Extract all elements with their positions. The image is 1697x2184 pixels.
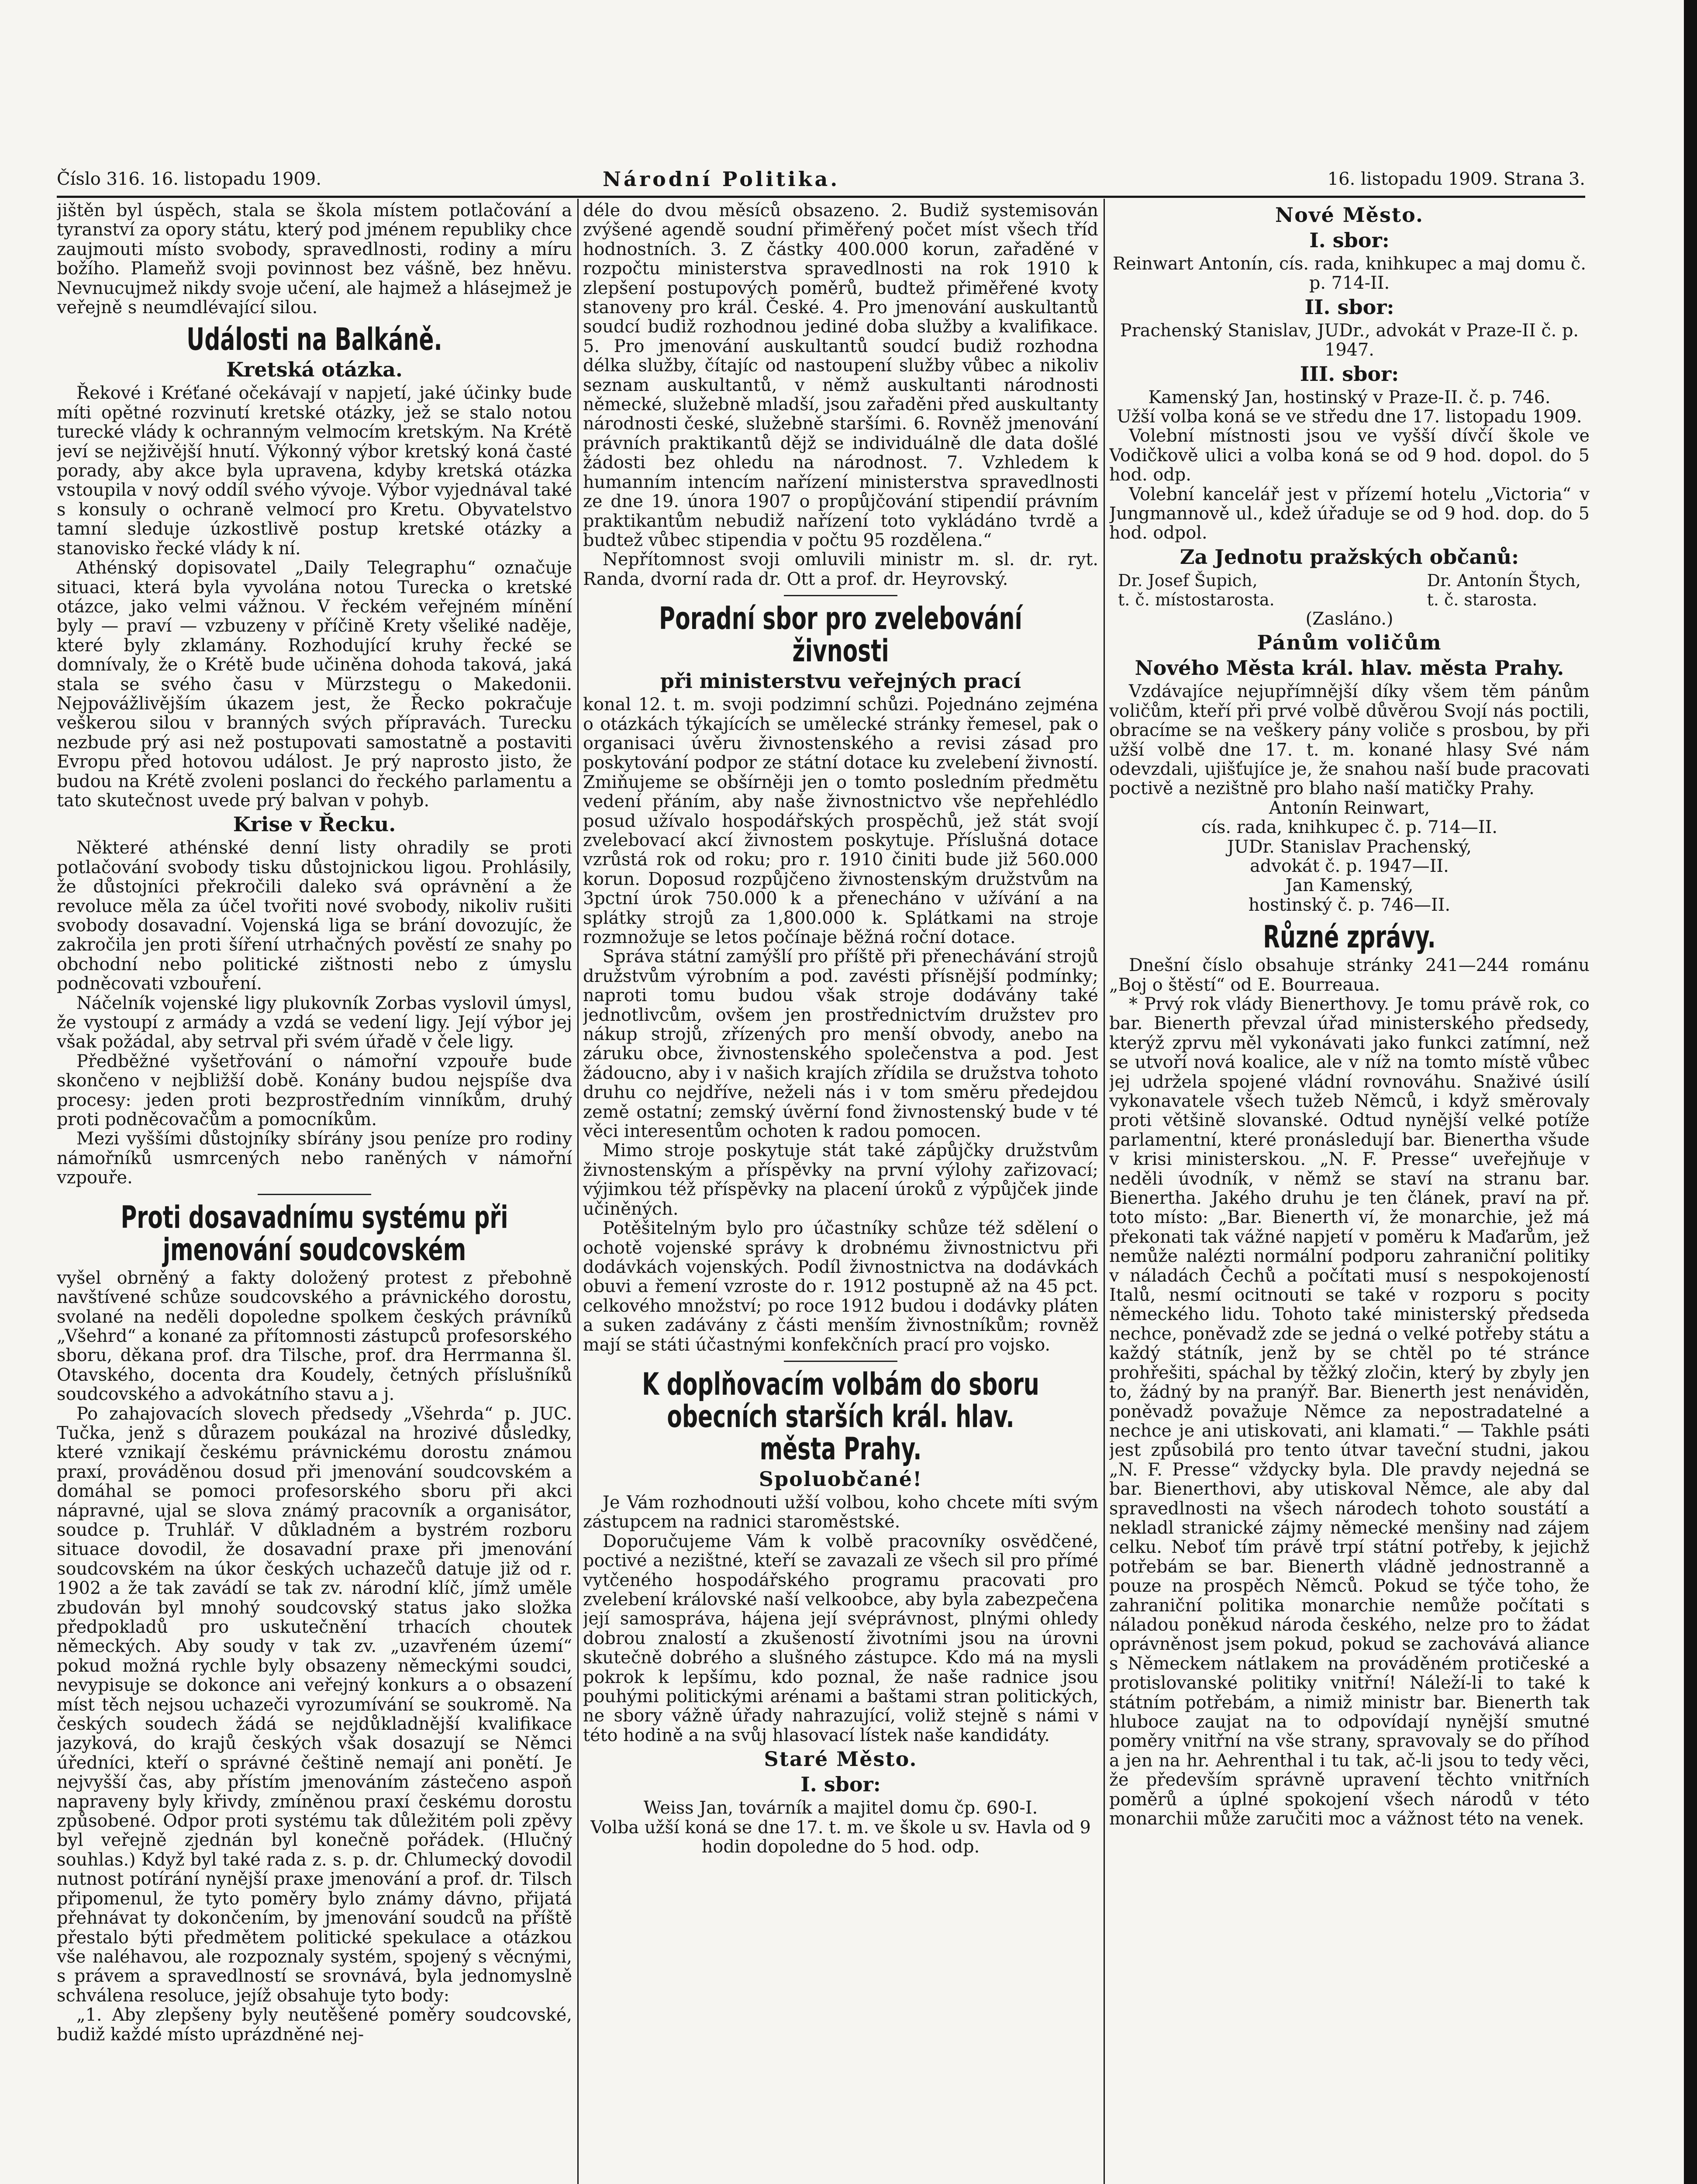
signatory-role: t. č. starosta. xyxy=(1427,590,1538,609)
article-heading: Proti dosavadnímu systému při jmenování soudcovském xyxy=(121,1199,508,1268)
vote-info: Volba užší koná se dne 17. t. m. ve škole u sv. Havla od 9 hodin dopoledne do 5 hod. odp. xyxy=(590,1817,1091,1857)
divider xyxy=(784,595,897,596)
signatory-name: Dr. Antonín Štych, xyxy=(1427,570,1581,590)
column-1 xyxy=(57,201,572,2184)
signatory-name: Dr. Josef Šupich, xyxy=(1118,570,1258,590)
notice-heading: Pánům voličům xyxy=(1257,631,1442,655)
article-heading: Poradní sbor pro zvelebování živnosti xyxy=(659,601,1022,669)
ward-heading: III. sbor: xyxy=(1300,362,1399,386)
paragraph: konal 12. t. m. svoji podzimní schůzi. Pojednáno zejména o otázkách týkajících se umělecké stránky řemesel, pak o organisaci úvěru živnostenského a revisi zásad pro poskytování podpor ze státní dotace ku zvelebení živností. Zmiňujeme se obšírněji jen o tomto posledním předmětu vedení přáním, aby naše živnostnictvo vše nepřehlédlo posud užívalo hospodářských prospěchů, jež stát svojí zvelebovací akcí živnostem poskytuje. Příslušná dotace vzrůstá rok od roku; pro r. 1910 činiti bude již 560.000 korun. Doposud rozpůjčeno živnostenským družstvům na 3pctní úrok 750.000 k a přenecháno v užívání a na splátky strojů za 1,800.000 k. Splátkami na stroje rozmnožuje se letos počínaje běžná roční dotace. xyxy=(583,695,1098,947)
ward-heading: I. sbor: xyxy=(1309,228,1390,252)
column-divider xyxy=(1104,199,1105,2184)
paragraph: „1. Aby zlepšeny byly neutěšené poměry soudcovské, budiž každé místo uprázdněné nej- xyxy=(57,2005,572,2045)
notice-line: Dnešní číslo obsahuje stránky 241—244 románu „Boj o štěstí“ od E. Bourreaua. xyxy=(1109,955,1590,995)
signatory-role: advokát č. p. 1947—II. xyxy=(1250,856,1449,876)
paragraph: déle do dvou měsíců obsazeno. 2. Budiž systemisován zvýšené agendě soudní přiměřený počet míst všech tříd hodnostních. 3. Z částky 400.000 korun, zařaděné v rozpočtu ministerstva spravedlnosti na rok 1910 k zlepšení postupových poměrů, budtež přiměřené kvoty stanoveny pro král. České. 4. Pro jmenování auskultantů soudcí budiž rozhodnou jediné doba služby a kvalifikace. 5. Pro jmenování auskultantů soudcí budiž rozhodna délka služby, čítajíc od nastoupení služby vůbec a nikoliv seznam auskultantů, v němž auskultanti národnosti německé, služebně mladší, jsou zařaděni před auskultanty národnosti české, služebně staršími. 6. Rovněž jmenování právních praktikantů dějž se individuálně dle data došlé žádosti bez ohledu na národnost. 7. Vzhledem k humanním intencím nařízení ministerstva spravedlnosti ze dne 19. února 1907 o propůjčování stipendií právním praktikantům nebudiž nařízení toto vykládáno tvrdě a budtež vůbec stipendia v počtu 95 rozdělena.“ xyxy=(583,201,1098,550)
masthead-rule xyxy=(57,196,1585,198)
paragraph: Mimo stroje poskytuje stát také zápůjčky družstvům živnostenským a příspěvky na první výlohy zařizovací; výjimkou též příspěvky na placení úroků z výpůjček jinde učiněných. xyxy=(583,1140,1098,1219)
article-heading: K doplňovacím volbám do sboru obecních starších král. hlav. města Prahy. xyxy=(642,1366,1039,1467)
paragraph: vyšel obrněný a fakty doložený protest z přebohně navštívené schůze soudcovského a právnického dorostu, svolané na neděli dopoledne spolkem českých právníků „Všehrd“ a konané za přítomnosti zástupců profesorského sboru, děkana prof. dra Tilsche, prof. dra Herrmanna šl. Otavského, docenta dra Koudely, četných příslušníků soudcovského a advokátního stavu a j. xyxy=(57,1268,572,1405)
paragraph: Vzdávajíce nejupřímnější díky všem těm pánům voličům, kteří při prvé volbě důvěrou Svojí nás poctili, obracíme se na veškery pány voliče s prosbou, by při užší volbě dne 17. t. m. konané hlasy Své nám odevzdali, ujišťujíce je, že snahou naší bude pracovati poctivě a nezištně pro blaho naší matičky Prahy. xyxy=(1109,681,1590,799)
candidate-line: Prachenský Stanislav, JUDr., advokát v Praze-II č. p. 1947. xyxy=(1120,320,1579,360)
signature-heading: Za Jednotu pražských občanů: xyxy=(1180,545,1519,569)
column-3 xyxy=(1109,201,1590,2184)
signatory-name: JUDr. Stanislav Prachenský, xyxy=(1227,836,1472,857)
subheading: Kretská otázka. xyxy=(226,358,403,382)
ward-heading: II. sbor: xyxy=(1304,295,1394,319)
vote-info: Užší volba koná se ve středu dne 17. listopadu 1909. xyxy=(1117,407,1582,427)
divider xyxy=(784,1361,897,1362)
paragraph: Předběžné vyšetřování o námořní vzpouře bude skončeno v nejbližší době. Konány budou nejspíše dva procesy: jeden proti bezprostředním vinníkům, druhý proti podněcovačům a pomocníkům. xyxy=(57,1051,572,1130)
page-date-number: 16. listopadu 1909. Strana 3. xyxy=(1327,169,1585,189)
paragraph: Je Vám rozhodnouti užší volbou, koho chcete míti svým zástupcem na radnici staroměstské. xyxy=(583,1492,1098,1532)
ward-heading: I. sbor: xyxy=(800,1773,881,1797)
notice-subheading: Nového Města král. hlav. města Prahy. xyxy=(1135,656,1564,680)
paragraph: Volební místnosti jsou ve vyšší dívčí škole ve Vodičkově ulici a volba koná se od 9 hod. dopol. do 5 hod. odp. xyxy=(1109,426,1590,485)
subheading: Spoluobčané! xyxy=(759,1467,923,1491)
signatories xyxy=(1109,571,1590,609)
subheading: při ministerstvu veřejných prací xyxy=(660,669,1021,693)
section-heading: Události na Balkáně. xyxy=(186,321,442,358)
signatory-name: Jan Kamenský, xyxy=(1285,875,1414,896)
paragraph: Mezi vyššími důstojníky sbírány jsou peníze pro rodiny námořníků usmrcených nebo raněných v námořní vzpouře. xyxy=(57,1129,572,1188)
paragraph: Volební kancelář jest v přízemí hotelu „Victoria“ v Jungmannově ul., kdež úřaduje se od 9 hod. dop. do 5 hod. odpol. xyxy=(1109,484,1590,543)
scan-edge xyxy=(1684,0,1697,2184)
signatory-name: Antonín Reinwart, xyxy=(1269,798,1430,818)
paragraph: * Prvý rok vlády Bienerthovy. Je tomu právě rok, co bar. Bienerth převzal úřad ministerského předsedy, kterýž zprvu měl vykonávati jako funkci zatímní, než se utvoří nová koalice, ale v níž na tomto místě vůbec jej udržela spojené vládní rovnováhu. Snaživé úsilí vykonavatele všech tužeb Němců, i když směrovaly proti většině slovanské. Odtud nynější velké potíže parlamentní, které pronásledují bar. Bienertha všude v krisi ministerskou. „N. F. Presse“ uveřejňuje v neděli úvodník, v němž se staví na stranu bar. Bienertha. Jakého druhu je ten článek, praví na př. toto místo: „Bar. Bienerth ví, že monarchie, jež má překonati tak vážné napjetí v poměru k Maďarům, jež nemůže nalézti normální podporu zahraniční politiky v náladách Čechů a počítati musí s nespokojeností Italů, nesmí ocitnouti se také v rozporu s pocity německého lidu. Tohoto také ministerský předseda nechce, poněvadž zde se jedná o velké potřeby státu a každý státník, jenž by se chtěl po té stránce prohřešiti, spáchal by těžký zločin, který by zbyly jen to, žádný by na pranýř. Bar. Bienerth jest nenáviděn, poněvadž považuje Němce za nepostradatelné a nechce je ani utiskovati, ani klamati.“ — Takhle psáti jest způsobilá pro tento útvar taveční studni, jakou „N. F. Presse“ vždycky byla. Dle pravdy nejedná se bar. Bienerthovi, aby utiskoval Němce, ale aby dal spravedlnosti na všech národech tohoto soustátí a nekladl stranické zájmy německé menšiny nad zájem celku. Neboť tím právě trpí státní potřeby, k jejichž potřebám se bar. Bienerth vládně jednostranně a pouze na prospěch Němců. Pokud se týče toho, že zahraniční politika monarchie nemůže počítati s náladou poněkud národa českého, nelze pro to žádat oprávněnost jsem pokud, pokud se zachovává aliance s Německem nátlakem na prováděném protičeské a protislovanské politiky vnitřní! Náleží-li to také k státním potřebám, a nimiž ministr bar. Bienerth tak hluboce zaujat na to odpovídají nynější smutné poměry vnitřní na vše strany, spravovaly se do příhod a jen na hr. Aehrenthal i tu tak, ač-li jsou to tedy věci, že především správně upravení těchto vnitřních poměrů a úplné spokojení všech národů v této monarchii může zaručiti moc a vážnost této na venek. xyxy=(1109,994,1590,1829)
paragraph: Athénský dopisovatel „Daily Telegraphu“ označuje situaci, která byla vyvolána notou Turecka o kretské otázce, jako velmi vážnou. V řeckém veřejném mínění byly — praví — vzbuzeny v příčině Krety všeliké naděje, které byly zklamány. Rozhodující kruhy řecké se domnívaly, že o Krétě bude učiněna dohoda taková, jaká stala se svého času v Mürzstegu o Makedonii. Nejpovážlivějším úkazem jest, že Řecko pokračuje veškerou silou v branných svých přípravách. Turecku nezbude prý asi než postupovati samostatně a postaviti Evropu před hotovou událost. Je prý naprosto jisto, že budou na Krétě zvoleni poslanci do řeckého parlamentu a tato skutečnost uvede prý balvan v pohyb. xyxy=(57,558,572,811)
paragraph: Potěšitelným bylo pro účastníky schůze též sdělení o ochotě vojenské správy k drobnému živnostnictvu při dodávkách vojenských. Podíl živnostnictva na dodávkách obuvi a řemení vzroste do r. 1912 postupně až na 45 pct. celkového množství; po roce 1912 budou i dodávky pláten a suken zadávány z části menším živnostníkům; rovněž mají se státi účastnými konfekčních prací pro vojsko. xyxy=(583,1218,1098,1355)
district-heading: Nové Město. xyxy=(1275,203,1424,227)
candidate-line: Reinwart Antonín, cís. rada, knihkupec a maj domu č. p. 714-II. xyxy=(1113,254,1586,294)
column-divider xyxy=(577,199,579,2184)
candidate-line: Kamenský Jan, hostinský v Praze-II. č. p. 746. xyxy=(1148,387,1551,408)
masthead xyxy=(57,164,1585,194)
issue-number-date: Číslo 316. 16. listopadu 1909. xyxy=(57,169,321,189)
paragraph: Některé athénské denní listy ohradily se proti potlačování svobody tisku důstojnickou ligou. Prohlásily, že důstojníci překročili daleko svá oprávnění a že revoluce měla za účel tvořiti nové svobody, nikoliv rušiti svobody dosavadní. Vojenská liga se brání dovozujíc, že zakročila jen proti šíření utrhačných pověstí ze snahy po obchodní nebo politické zištnosti nebo z úmyslu podněcovati vzbouření. xyxy=(57,838,572,994)
sent-in-label: (Zasláno.) xyxy=(1305,608,1393,629)
paragraph: Po zahajovacích slovech předsedy „Všehrda“ p. JUC. Tučka, jenž s důrazem poukázal na hrozivé důsledky, které vznikají českému právnickému dorostu známou praxí, prováděnou dosud při jmenování soudcovském a domáhal se pomoci profesorského sboru při akci nápravné, ujal se slova známý pracovník a organisátor, soudce p. Truhlář. V důkladném a bystrém rozboru situace dovodil, že dosavadní praxe při jmenování soudcovském na úkor českých uchazečů datuje již od r. 1902 a že tak zavádí se tak zv. národní klíč, jímž uměle zbudován byl mnohý soudcovský status jako složka předpokladů pro uskutečnění trhacích choutek německých. Aby soudy v tak zv. „uzavřeném území“ pokud možná rychle byly obsazeny německými soudci, nevypisuje se dokonce ani veřejný konkurs a o obsazení míst těch nejsou uchazeči vyrozumívání se soukromě. Na českých soudech žádá se nejdůkladnější kvalifikace jazyková, do krajů českých však dosazují se Němci úředníci, kteří o správné češtině nemají ani ponětí. Je nejvyšší čas, aby přístím jmenováním zástečeno aspoň napraveny byly křivdy, zmíněnou praxí českému dorostu způsobené. Odpor proti systému tak důležitém poli zpěvy byl veřejně zjednán byl konečně pořádek. (Hlučný souhlas.) Když byl také rada z. s. p. dr. Chlumecký dovodil nutnost potírání nynější praxe jmenování a prof. dr. Tilsch připomenul, že tyto poměry bylo známy dávno, přijatá přehnávat ty dokončením, by jmenování soudců na příště přestalo býti předmětem politické spekulace a otázkou vše naléhavou, ale rozpoznaly systém, spojený s věcnými, s právem a spravedlností se srovnává, byla jednomyslně schválena resoluce, jejíž obsahuje tyto body: xyxy=(57,1403,572,2006)
paragraph: Nepřítomnost svoji omluvili ministr m. sl. dr. ryt. Randa, dvorní rada dr. Ott a prof. dr. Heyrovský. xyxy=(583,549,1098,589)
section-heading: Různé zprávy. xyxy=(1263,919,1436,955)
column-2 xyxy=(583,201,1098,2184)
signatory-role: hostinský č. p. 746—II. xyxy=(1248,895,1451,915)
subheading: Krise v Řecku. xyxy=(233,812,396,836)
paragraph: Náčelník vojenské ligy plukovník Zorbas vyslovil úmysl, že vystoupí z armády a vzdá se vedení ligy. Její výbor jej však požádal, aby setrval při svém úřadě v čele ligy. xyxy=(57,993,572,1052)
article-continuation: jištěn byl úspěch, stala se škola místem potlačování a tyranství za opory státu, který pod jménem republiky chce zaujmouti místo svobody, spravedlnosti, rodiny a míru božího. Plameňž svoji povinnost bez vášně, bez hněvu. Nevnucujmež nikdy svoje učení, ale hajmež a hlásejmež je veřejně s neumdlévající silou. xyxy=(57,201,572,318)
paragraph: Řekové i Kréťané očekávají v napjetí, jaké účinky bude míti opětné rozvinutí kretské otázky, jež se stalo notou turecké vlády k ochranným velmocím kretským. Na Krétě jeví se nejživější hnutí. Výkonný výbor kretský koná časté porady, aby akce byla upravena, kdyby kretská otázka vstoupila v nový oddíl svého vývoje. Výbor vyjednával také s konsuly o ochraně velmocí pro Kretu. Obyvatelstvo tamní sleduje úzkostlivě postup kretské otázky a stanovisko řecké vlády k ní. xyxy=(57,383,572,559)
newspaper-title: Národní Politika. xyxy=(603,167,840,191)
signatory-role: cís. rada, knihkupec č. p. 714—II. xyxy=(1201,817,1498,838)
candidate-line: Weiss Jan, továrník a majitel domu čp. 690-I. xyxy=(643,1798,1038,1818)
divider xyxy=(258,1194,371,1195)
signatory-role: t. č. místostarosta. xyxy=(1118,590,1275,609)
paragraph: Doporučujeme Vám k volbě pracovníky osvědčené, poctivé a nezištné, kteří se zavazali ze všech sil pro přímé vytčeného hospodářského programu pracovati pro zvelebení královské naší velkoobce, aby byla zabezpečena její samospráva, hájena její svéprávnost, plnými ohledy dobrou znalostí a zkušeností životními jsou na úrovni skutečně dobrého a slušného zástupce. Kdo má na mysli pokrok k lepšímu, kdo poznal, že naše radnice jsou pouhými politickými arénami a baštami stran politických, ne sbory vážně úřady nahrazující, voliž stejně s námi v této hodině a na svůj hlasovací lístek naše kandidáty. xyxy=(583,1531,1098,1745)
paragraph: Správa státní zamýšlí pro příště při přenechávání strojů družstvům výrobním a pod. zavésti přísnější podmínky; naproti tomu budou však stroje dodávány také jednotlivcům, ovšem jen prostřednictvím družstev pro nákup strojů, zřízených pro menší obvody, anebo na záruku obce, živnostenského společenstva a pod. Jest žádoucno, aby i v našich krajích zřídila se družstva tohoto druhu co nejdříve, neželi nás i v tom směru předejdou země ostatní; zemský úvěrní fond živnostenský bude v té věci interesentům ochoten k radou pomocen. xyxy=(583,947,1098,1142)
district-heading: Staré Město. xyxy=(764,1747,917,1771)
